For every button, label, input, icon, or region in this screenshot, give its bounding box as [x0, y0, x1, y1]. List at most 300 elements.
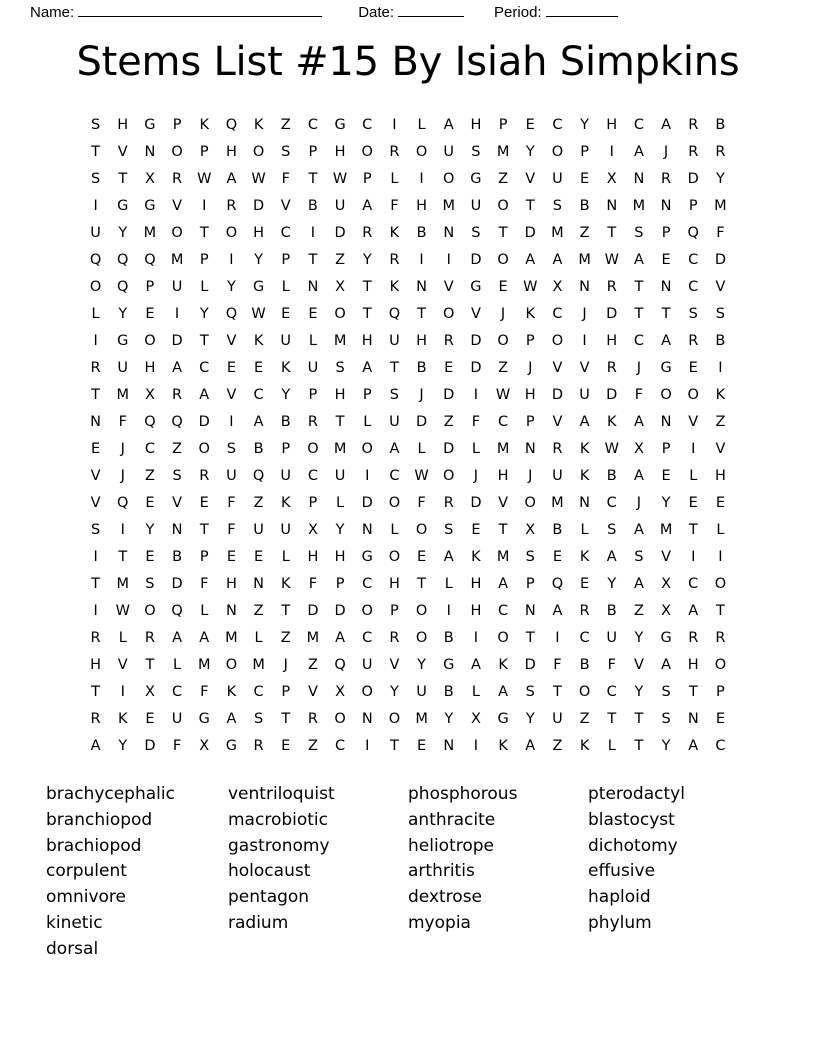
grid-cell[interactable]: E — [145, 549, 155, 565]
grid-cell[interactable]: G — [470, 171, 482, 187]
grid-cell[interactable]: M — [116, 387, 129, 403]
grid-cell[interactable]: G — [225, 738, 238, 754]
grid-cell[interactable]: N — [144, 144, 156, 160]
grid-cell[interactable]: F — [634, 387, 644, 403]
grid-cell[interactable]: E — [579, 576, 590, 592]
word-list-item[interactable]: brachiopod — [46, 835, 142, 856]
grid-cell[interactable]: R — [552, 441, 563, 457]
grid-cell[interactable]: D — [443, 441, 455, 457]
grid-cell[interactable]: I — [229, 252, 234, 268]
grid-cell[interactable]: A — [579, 414, 590, 430]
grid-cell[interactable]: P — [199, 252, 209, 268]
grid-cell[interactable]: N — [443, 738, 455, 754]
grid-cell[interactable]: H — [334, 144, 346, 160]
grid-cell[interactable]: T — [118, 549, 128, 565]
grid-cell[interactable]: X — [606, 171, 617, 187]
grid-cell[interactable]: O — [524, 495, 536, 511]
grid-cell[interactable]: O — [578, 684, 591, 700]
grid-cell[interactable]: O — [415, 522, 428, 538]
grid-cell[interactable]: B — [579, 657, 590, 673]
grid-cell[interactable]: D — [252, 198, 265, 214]
grid-cell[interactable]: F — [118, 414, 127, 430]
grid-cell[interactable]: Y — [715, 171, 725, 187]
grid-cell[interactable]: L — [689, 468, 698, 484]
grid-cell[interactable]: R — [307, 711, 318, 727]
grid-cell[interactable]: Z — [715, 414, 726, 430]
grid-cell[interactable]: Y — [362, 252, 372, 268]
grid-cell[interactable]: J — [283, 657, 288, 673]
grid-cell[interactable]: D — [171, 576, 183, 592]
grid-cell[interactable]: E — [253, 549, 264, 565]
grid-cell[interactable]: D — [470, 360, 482, 376]
word-list-item[interactable]: heliotrope — [408, 835, 495, 856]
grid-cell[interactable]: R — [715, 630, 726, 646]
word-list-item[interactable]: radium — [228, 912, 289, 933]
grid-cell[interactable]: I — [310, 225, 316, 241]
grid-cell[interactable]: Z — [307, 657, 318, 673]
grid-cell[interactable]: F — [308, 576, 318, 592]
grid-cell[interactable]: U — [470, 198, 482, 214]
grid-cell[interactable]: G — [660, 630, 672, 646]
grid-cell[interactable]: U — [361, 657, 373, 673]
grid-cell[interactable]: F — [607, 657, 616, 673]
grid-cell[interactable]: C — [144, 441, 155, 457]
grid-cell[interactable]: H — [416, 198, 428, 214]
grid-cell[interactable]: K — [226, 684, 237, 700]
grid-cell[interactable]: D — [470, 252, 482, 268]
word-list-item[interactable]: effusive — [588, 861, 656, 882]
period-write-in-line[interactable] — [546, 1, 618, 17]
grid-cell[interactable]: K — [280, 360, 291, 376]
grid-cell[interactable]: T — [308, 252, 318, 268]
word-list-item[interactable]: holocaust — [228, 861, 311, 882]
grid-cell[interactable]: A — [362, 360, 373, 376]
grid-cell[interactable]: O — [171, 144, 183, 160]
grid-cell[interactable]: G — [144, 198, 156, 214]
grid-cell[interactable]: E — [226, 360, 236, 376]
grid-cell[interactable]: Q — [89, 252, 102, 268]
grid-cell[interactable]: V — [389, 657, 400, 673]
grid-cell[interactable]: D — [307, 603, 319, 619]
grid-cell[interactable]: G — [497, 711, 509, 727]
grid-cell[interactable]: P — [362, 171, 372, 187]
grid-cell[interactable]: N — [307, 279, 319, 295]
grid-cell[interactable]: L — [308, 333, 317, 349]
grid-cell[interactable]: C — [552, 117, 563, 133]
grid-cell[interactable]: O — [307, 441, 319, 457]
grid-cell[interactable]: Q — [551, 576, 564, 592]
word-list-item[interactable]: anthracite — [408, 809, 496, 830]
grid-cell[interactable]: O — [443, 171, 455, 187]
grid-cell[interactable]: K — [498, 738, 508, 754]
grid-cell[interactable]: F — [172, 738, 182, 754]
grid-cell[interactable]: T — [688, 522, 698, 538]
grid-cell[interactable]: A — [552, 252, 563, 268]
grid-cell[interactable]: Y — [634, 630, 644, 646]
grid-cell[interactable]: Q — [117, 495, 129, 511]
grid-cell[interactable]: L — [417, 441, 426, 457]
grid-cell[interactable]: G — [361, 549, 373, 565]
grid-cell[interactable]: A — [498, 576, 509, 592]
grid-cell[interactable]: J — [419, 387, 424, 403]
grid-cell[interactable]: S — [226, 441, 237, 457]
grid-cell[interactable]: X — [199, 738, 210, 754]
grid-cell[interactable]: H — [470, 117, 482, 133]
grid-cell[interactable]: A — [199, 387, 210, 403]
grid-cell[interactable]: K — [389, 225, 400, 241]
grid-cell[interactable]: I — [446, 603, 451, 619]
grid-cell[interactable]: R — [443, 495, 454, 511]
grid-cell[interactable]: V — [525, 171, 536, 187]
grid-cell[interactable]: L — [118, 630, 127, 646]
grid-cell[interactable]: U — [226, 468, 237, 484]
grid-cell[interactable]: R — [144, 630, 155, 646]
grid-cell[interactable]: C — [307, 468, 318, 484]
grid-cell[interactable]: U — [579, 387, 590, 403]
grid-cell[interactable]: N — [606, 198, 618, 214]
grid-cell[interactable]: C — [606, 684, 617, 700]
grid-cell[interactable]: O — [334, 711, 346, 727]
grid-cell[interactable]: A — [661, 657, 672, 673]
grid-cell[interactable]: J — [636, 360, 642, 376]
grid-cell[interactable]: D — [524, 225, 536, 241]
grid-cell[interactable]: X — [335, 279, 346, 295]
grid-cell[interactable]: R — [172, 171, 183, 187]
grid-cell[interactable]: J — [582, 306, 587, 322]
grid-cell[interactable]: H — [388, 576, 400, 592]
grid-cell[interactable]: H — [90, 657, 102, 673]
grid-cell[interactable]: D — [198, 414, 210, 430]
grid-cell[interactable]: U — [552, 711, 563, 727]
grid-cell[interactable]: M — [442, 198, 455, 214]
grid-cell[interactable]: I — [718, 549, 723, 565]
grid-cell[interactable]: A — [226, 171, 237, 187]
grid-cell[interactable]: I — [93, 549, 98, 565]
grid-cell[interactable]: I — [202, 198, 207, 214]
grid-cell[interactable]: Z — [253, 603, 264, 619]
grid-cell[interactable]: T — [281, 603, 291, 619]
grid-cell[interactable]: I — [419, 252, 424, 268]
grid-cell[interactable]: B — [172, 549, 183, 565]
grid-cell[interactable]: D — [361, 495, 373, 511]
grid-cell[interactable]: U — [552, 171, 563, 187]
grid-cell[interactable]: M — [197, 657, 211, 673]
grid-cell[interactable]: P — [525, 333, 535, 349]
grid-cell[interactable]: F — [227, 495, 236, 511]
grid-cell[interactable]: Y — [199, 306, 209, 322]
grid-cell[interactable]: N — [443, 225, 455, 241]
grid-cell[interactable]: P — [281, 441, 291, 457]
grid-cell[interactable]: E — [715, 711, 725, 727]
grid-cell[interactable]: I — [582, 333, 587, 349]
grid-cell[interactable]: R — [688, 117, 699, 133]
grid-cell[interactable]: Z — [307, 738, 318, 754]
grid-cell[interactable]: O — [443, 306, 455, 322]
grid-cell[interactable]: M — [496, 549, 510, 565]
grid-cell[interactable]: M — [333, 441, 347, 457]
grid-cell[interactable]: H — [307, 549, 319, 565]
grid-cell[interactable]: M — [496, 144, 510, 160]
grid-cell[interactable]: T — [145, 657, 155, 673]
grid-cell[interactable]: S — [145, 576, 155, 592]
grid-cell[interactable]: E — [688, 360, 698, 376]
grid-cell[interactable]: O — [714, 657, 727, 673]
grid-cell[interactable]: D — [470, 333, 482, 349]
grid-cell[interactable]: F — [417, 495, 426, 511]
grid-cell[interactable]: R — [688, 333, 699, 349]
grid-cell[interactable]: O — [89, 279, 102, 295]
grid-cell[interactable]: T — [552, 684, 562, 700]
grid-cell[interactable]: E — [145, 306, 155, 322]
grid-cell[interactable]: I — [392, 117, 397, 133]
grid-cell[interactable]: G — [470, 279, 482, 295]
grid-cell[interactable]: P — [390, 603, 399, 619]
grid-cell[interactable]: V — [172, 495, 183, 511]
grid-cell[interactable]: A — [335, 630, 346, 646]
grid-cell[interactable]: F — [471, 414, 481, 430]
grid-cell[interactable]: H — [524, 387, 536, 403]
grid-cell[interactable]: O — [388, 711, 401, 727]
grid-cell[interactable]: E — [552, 549, 562, 565]
grid-cell[interactable]: S — [471, 144, 481, 160]
grid-cell[interactable]: L — [200, 603, 209, 619]
grid-cell[interactable]: A — [498, 684, 509, 700]
grid-cell[interactable]: O — [361, 441, 373, 457]
grid-cell[interactable]: O — [551, 144, 564, 160]
grid-cell[interactable]: Y — [281, 387, 291, 403]
grid-cell[interactable]: P — [199, 144, 209, 160]
grid-cell[interactable]: M — [143, 225, 157, 241]
word-list-item[interactable]: ventriloquist — [228, 784, 335, 804]
grid-cell[interactable]: R — [715, 144, 726, 160]
grid-cell[interactable]: A — [470, 657, 481, 673]
grid-cell[interactable]: I — [691, 549, 696, 565]
grid-cell[interactable]: H — [225, 144, 237, 160]
grid-cell[interactable]: V — [117, 657, 128, 673]
grid-cell[interactable]: C — [498, 603, 509, 619]
grid-cell[interactable]: H — [144, 360, 156, 376]
grid-cell[interactable]: C — [606, 495, 617, 511]
grid-cell[interactable]: M — [551, 495, 564, 511]
grid-cell[interactable]: U — [334, 198, 346, 214]
grid-cell[interactable]: E — [281, 306, 291, 322]
grid-cell[interactable]: M — [578, 252, 591, 268]
word-list-item[interactable]: omnivore — [46, 887, 126, 908]
grid-cell[interactable]: V — [661, 549, 672, 565]
grid-cell[interactable]: T — [417, 576, 426, 592]
grid-cell[interactable]: M — [496, 441, 510, 457]
grid-cell[interactable]: F — [227, 522, 236, 538]
grid-cell[interactable]: B — [280, 414, 291, 430]
grid-cell[interactable]: R — [389, 630, 400, 646]
grid-cell[interactable]: Q — [117, 252, 129, 268]
grid-cell[interactable]: L — [200, 279, 209, 295]
grid-cell[interactable]: K — [280, 576, 291, 592]
grid-cell[interactable]: T — [688, 684, 698, 700]
grid-cell[interactable]: Z — [144, 468, 155, 484]
grid-cell[interactable]: V — [307, 684, 318, 700]
grid-cell[interactable]: K — [199, 117, 209, 133]
grid-cell[interactable]: L — [390, 522, 399, 538]
grid-cell[interactable]: L — [173, 657, 182, 673]
grid-cell[interactable]: X — [335, 684, 346, 700]
grid-cell[interactable]: N — [524, 603, 536, 619]
grid-cell[interactable]: T — [715, 603, 725, 619]
grid-cell[interactable]: E — [253, 360, 264, 376]
grid-cell[interactable]: L — [390, 171, 399, 187]
grid-cell[interactable]: C — [633, 333, 644, 349]
grid-cell[interactable]: S — [90, 171, 101, 187]
grid-cell[interactable]: O — [171, 225, 183, 241]
word-list-item[interactable]: haploid — [588, 887, 651, 908]
grid-cell[interactable]: K — [253, 333, 264, 349]
grid-cell[interactable]: H — [687, 657, 699, 673]
grid-cell[interactable]: L — [91, 306, 100, 322]
word-list-item[interactable]: macrobiotic — [228, 809, 328, 830]
grid-cell[interactable]: S — [281, 144, 291, 160]
grid-cell[interactable]: S — [715, 306, 726, 322]
grid-cell[interactable]: R — [579, 603, 590, 619]
grid-cell[interactable]: N — [660, 279, 672, 295]
grid-cell[interactable]: A — [633, 414, 644, 430]
grid-cell[interactable]: O — [415, 630, 428, 646]
grid-cell[interactable]: Z — [335, 252, 346, 268]
grid-cell[interactable]: C — [253, 387, 264, 403]
grid-cell[interactable]: X — [661, 603, 672, 619]
grid-cell[interactable]: L — [281, 549, 290, 565]
grid-cell[interactable]: A — [443, 549, 454, 565]
grid-cell[interactable]: E — [525, 117, 535, 133]
grid-cell[interactable]: A — [253, 414, 264, 430]
grid-cell[interactable]: Z — [172, 441, 183, 457]
word-list-item[interactable]: phosphorous — [408, 784, 518, 804]
grid-cell[interactable]: T — [634, 306, 644, 322]
grid-cell[interactable]: T — [389, 738, 399, 754]
grid-cell[interactable]: P — [498, 117, 508, 133]
grid-cell[interactable]: Z — [498, 360, 509, 376]
grid-cell[interactable]: W — [251, 171, 266, 187]
grid-cell[interactable]: E — [281, 738, 291, 754]
grid-cell[interactable]: R — [688, 144, 699, 160]
grid-cell[interactable]: C — [552, 306, 563, 322]
grid-cell[interactable]: I — [446, 252, 451, 268]
grid-cell[interactable]: Z — [579, 225, 590, 241]
grid-cell[interactable]: B — [416, 360, 427, 376]
grid-cell[interactable]: X — [633, 441, 644, 457]
grid-cell[interactable]: X — [470, 711, 481, 727]
grid-cell[interactable]: S — [444, 522, 454, 538]
grid-cell[interactable]: X — [144, 387, 155, 403]
grid-cell[interactable]: T — [661, 306, 671, 322]
grid-cell[interactable]: P — [281, 252, 291, 268]
grid-cell[interactable]: C — [362, 576, 373, 592]
grid-cell[interactable]: S — [471, 225, 481, 241]
grid-cell[interactable]: C — [579, 630, 590, 646]
grid-cell[interactable]: A — [633, 252, 644, 268]
grid-cell[interactable]: C — [335, 738, 346, 754]
grid-cell[interactable]: C — [715, 738, 726, 754]
grid-cell[interactable]: W — [604, 252, 619, 268]
grid-cell[interactable]: W — [115, 603, 130, 619]
grid-cell[interactable]: Y — [607, 576, 617, 592]
grid-cell[interactable]: A — [606, 549, 617, 565]
grid-cell[interactable]: V — [90, 495, 101, 511]
grid-cell[interactable]: O — [497, 333, 509, 349]
grid-cell[interactable]: D — [470, 495, 482, 511]
grid-cell[interactable]: T — [634, 711, 644, 727]
grid-cell[interactable]: Q — [225, 306, 238, 322]
grid-cell[interactable]: O — [252, 144, 265, 160]
grid-cell[interactable]: C — [362, 630, 373, 646]
grid-cell[interactable]: V — [715, 279, 726, 295]
grid-cell[interactable]: N — [361, 522, 373, 538]
grid-cell[interactable]: U — [443, 144, 455, 160]
grid-cell[interactable]: B — [606, 603, 617, 619]
grid-cell[interactable]: D — [524, 657, 536, 673]
grid-cell[interactable]: K — [498, 657, 508, 673]
grid-cell[interactable]: O — [144, 333, 156, 349]
grid-cell[interactable]: O — [415, 144, 428, 160]
grid-cell[interactable]: W — [414, 468, 429, 484]
grid-cell[interactable]: Y — [118, 225, 128, 241]
grid-cell[interactable]: K — [579, 738, 590, 754]
grid-cell[interactable]: D — [714, 252, 726, 268]
grid-cell[interactable]: V — [90, 468, 101, 484]
grid-cell[interactable]: I — [93, 198, 98, 214]
grid-cell[interactable]: X — [144, 171, 155, 187]
grid-cell[interactable]: G — [443, 657, 455, 673]
grid-cell[interactable]: V — [226, 387, 237, 403]
grid-cell[interactable]: T — [362, 306, 372, 322]
grid-cell[interactable]: E — [145, 495, 155, 511]
grid-cell[interactable]: H — [606, 333, 618, 349]
grid-cell[interactable]: N — [253, 576, 264, 592]
grid-cell[interactable]: A — [226, 711, 237, 727]
grid-cell[interactable]: L — [444, 576, 453, 592]
grid-cell[interactable]: Z — [280, 630, 291, 646]
grid-cell[interactable]: N — [416, 279, 427, 295]
grid-cell[interactable]: J — [663, 144, 669, 160]
grid-cell[interactable]: R — [90, 711, 101, 727]
grid-cell[interactable]: H — [334, 387, 346, 403]
grid-cell[interactable]: A — [172, 630, 183, 646]
grid-cell[interactable]: J — [500, 306, 506, 322]
grid-cell[interactable]: Q — [334, 657, 346, 673]
grid-cell[interactable]: L — [471, 441, 480, 457]
grid-cell[interactable]: P — [199, 549, 209, 565]
grid-cell[interactable]: L — [716, 522, 725, 538]
grid-cell[interactable]: F — [716, 225, 725, 241]
grid-cell[interactable]: K — [579, 468, 590, 484]
grid-cell[interactable]: S — [661, 684, 671, 700]
grid-cell[interactable]: H — [470, 603, 482, 619]
grid-cell[interactable]: N — [633, 171, 645, 187]
grid-cell[interactable]: E — [416, 738, 427, 754]
grid-cell[interactable]: I — [419, 171, 424, 187]
grid-cell[interactable]: P — [525, 414, 535, 430]
grid-cell[interactable]: K — [606, 414, 617, 430]
grid-cell[interactable]: S — [172, 468, 182, 484]
word-list-item[interactable]: dextrose — [408, 887, 483, 908]
grid-cell[interactable]: O — [225, 657, 238, 673]
grid-cell[interactable]: V — [552, 414, 563, 430]
grid-cell[interactable]: U — [117, 360, 129, 376]
grid-cell[interactable]: D — [606, 306, 618, 322]
grid-cell[interactable]: I — [365, 468, 370, 484]
grid-cell[interactable]: Q — [117, 279, 129, 295]
grid-cell[interactable]: Y — [226, 279, 236, 295]
grid-cell[interactable]: T — [607, 711, 617, 727]
